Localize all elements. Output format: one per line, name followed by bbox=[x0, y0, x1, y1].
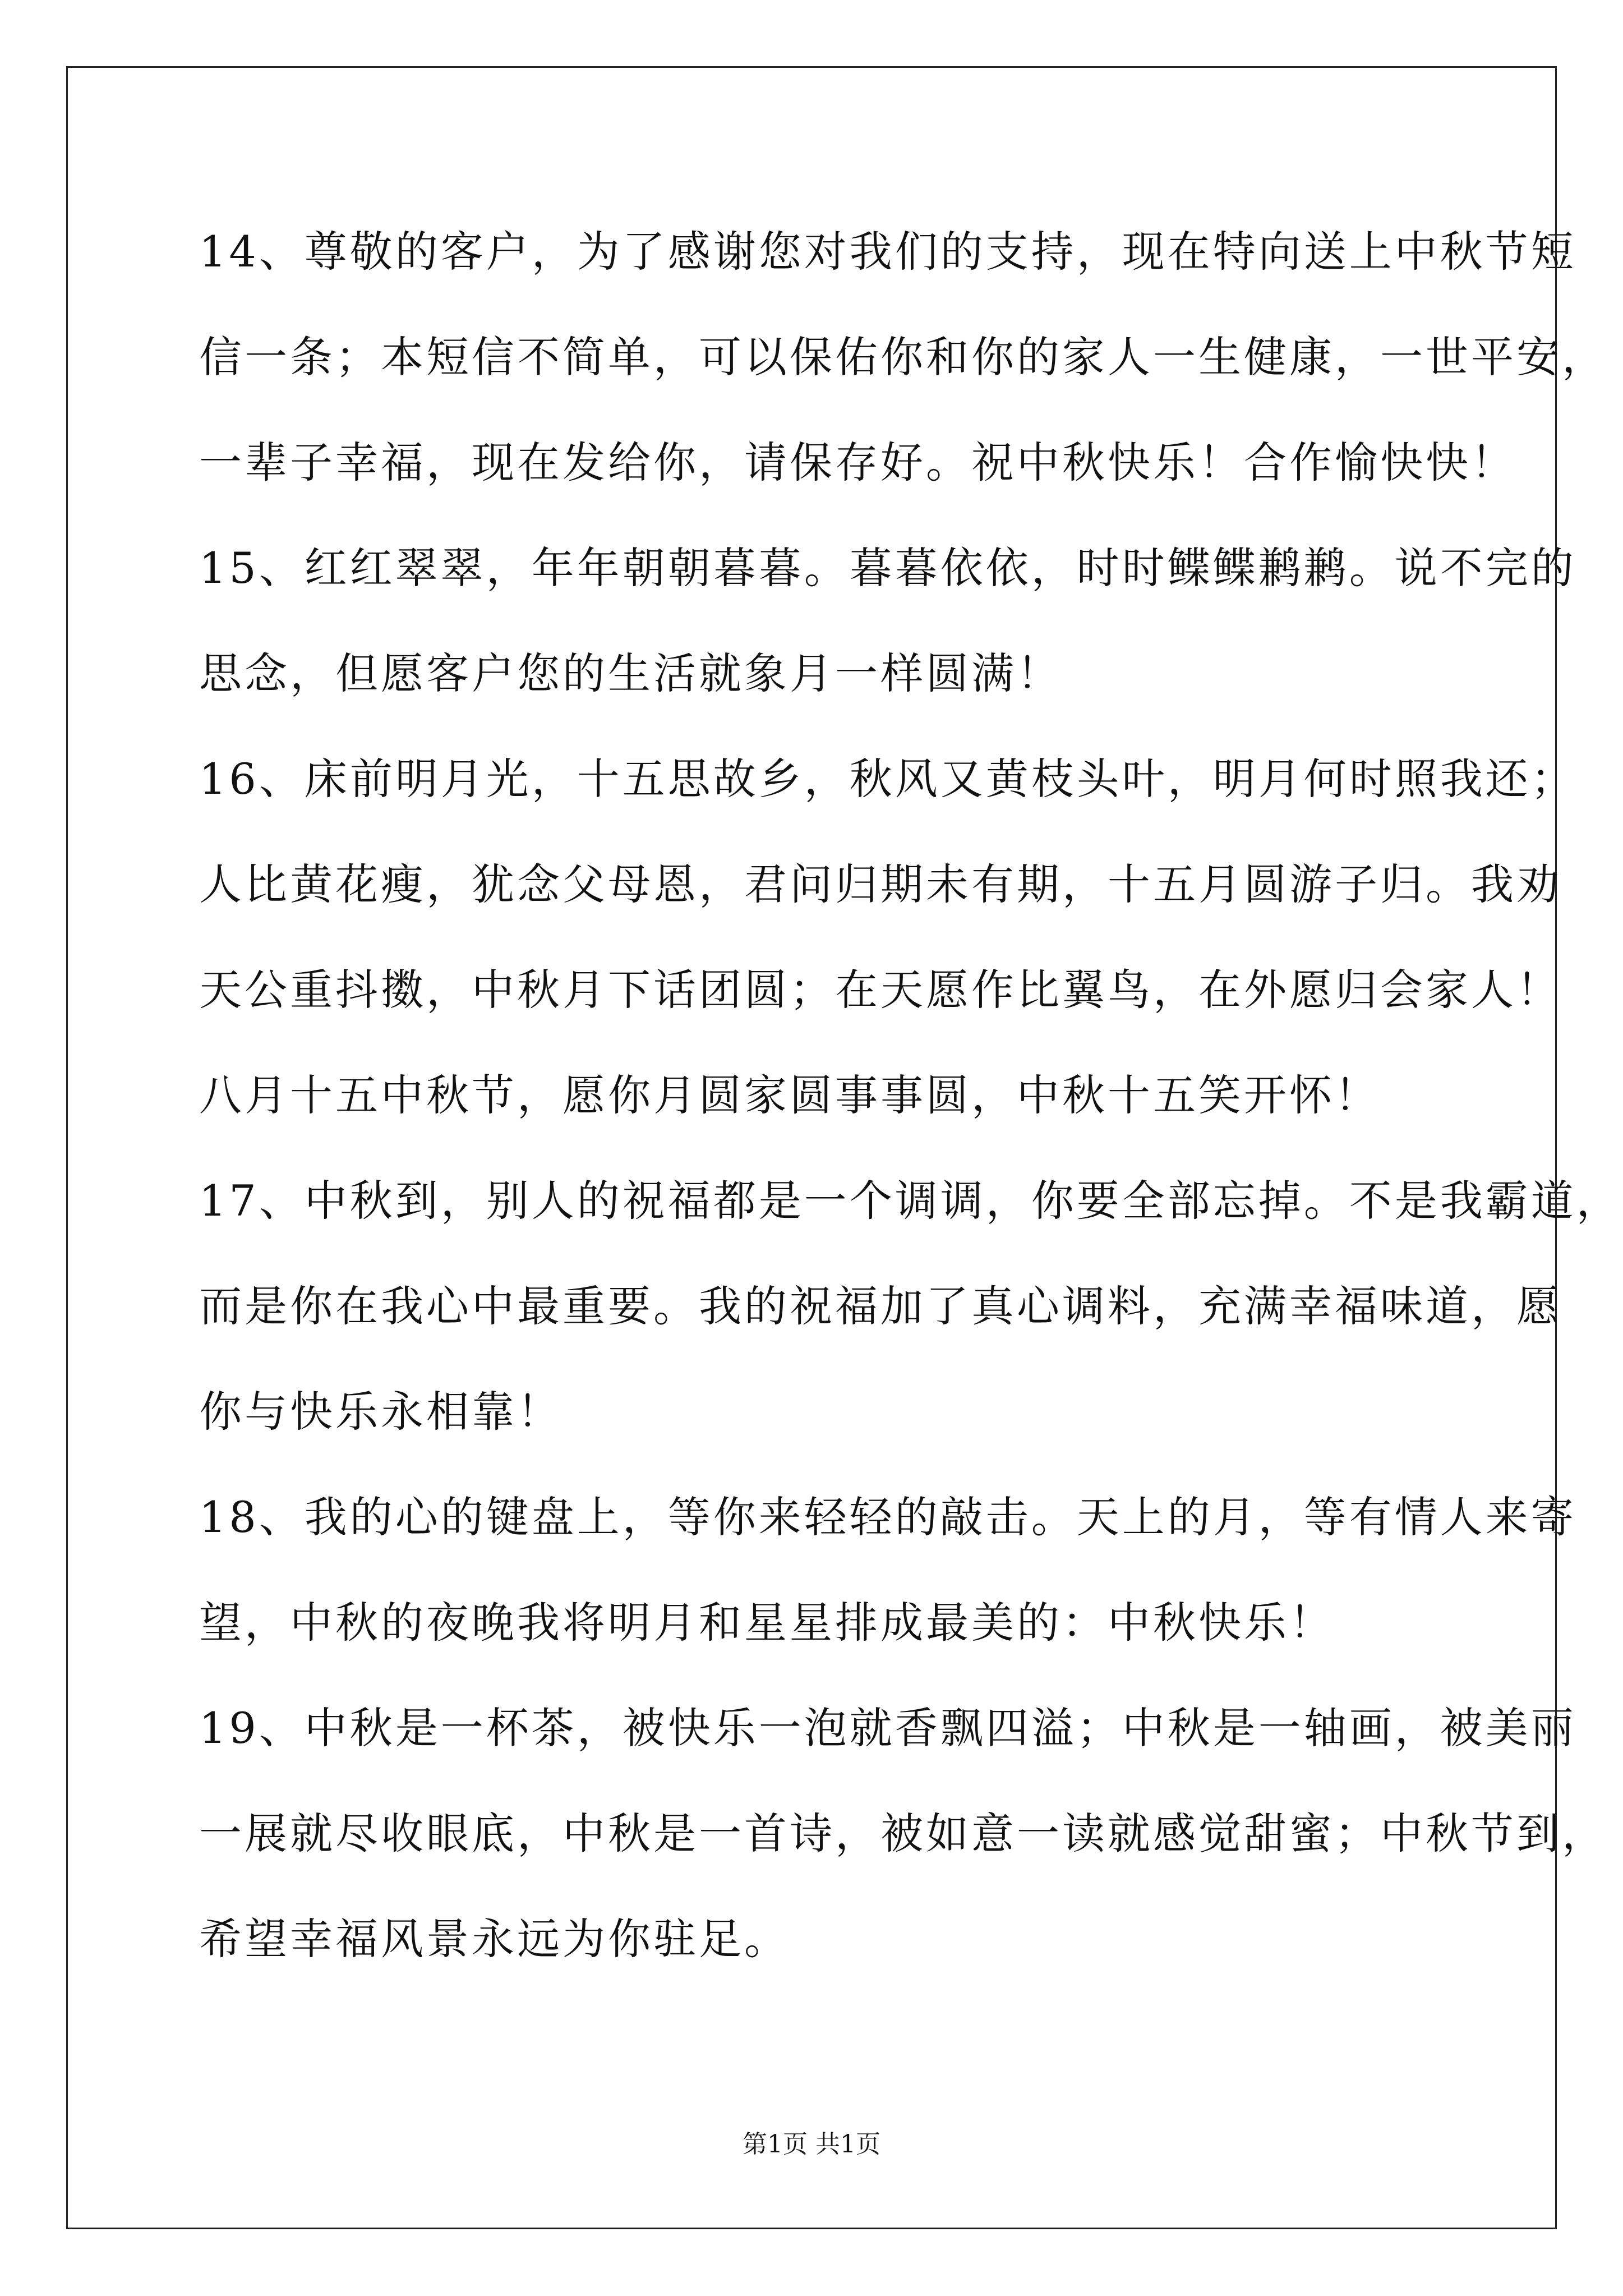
text-line: 思念，但愿客户您的生活就象月一样圆满！ bbox=[199, 648, 1062, 698]
text-line: 15、红红翠翠，年年朝朝暮暮。暮暮依依，时时鲽鲽鹣鹣。说不完的 bbox=[199, 543, 1576, 593]
text-line: 16、床前明月光，十五思故乡，秋风又黄枝头叶，明月何时照我还； bbox=[199, 754, 1576, 804]
text-line: 19、中秋是一杯茶，被快乐一泡就香飘四溢；中秋是一轴画，被美丽 bbox=[199, 1703, 1576, 1753]
text-line: 18、我的心的键盘上，等你来轻轻的敲击。天上的月，等有情人来寄 bbox=[199, 1492, 1576, 1542]
text-line: 希望幸福风景永远为你驻足。 bbox=[199, 1914, 790, 1964]
text-line: 一辈子幸福，现在发给你，请保存好。祝中秋快乐！合作愉快快！ bbox=[199, 438, 1516, 487]
text-line: 天公重抖擞，中秋月下话团圆；在天愿作比翼鸟，在外愿归会家人！ bbox=[199, 965, 1562, 1015]
page-footer: 第1页 共1页 bbox=[743, 2130, 880, 2159]
text-line: 八月十五中秋节，愿你月圆家圆事事圆，中秋十五笑开怀！ bbox=[199, 1070, 1380, 1120]
text-line: 望，中秋的夜晚我将明月和星星排成最美的：中秋快乐！ bbox=[199, 1598, 1335, 1648]
text-line: 一展就尽收眼底，中秋是一首诗，被如意一读就感觉甜蜜；中秋节到， bbox=[199, 1809, 1607, 1858]
text-line: 信一条；本短信不简单，可以保佑你和你的家人一生健康，一世平安， bbox=[199, 332, 1607, 382]
text-line: 你与快乐永相靠！ bbox=[199, 1387, 562, 1437]
document-body bbox=[199, 199, 1622, 1992]
text-line: 人比黄花瘦，犹念父母恩，君问归期未有期，十五月圆游子归。我劝 bbox=[199, 859, 1562, 909]
text-line: 17、中秋到，别人的祝福都是一个调调，你要全部忘掉。不是我霸道， bbox=[199, 1176, 1622, 1226]
text-line: 而是你在我心中最重要。我的祝福加了真心调料，充满幸福味道，愿 bbox=[199, 1281, 1562, 1331]
text-line: 14、尊敬的客户，为了感谢您对我们的支持，现在特向送上中秋节短 bbox=[199, 227, 1576, 277]
